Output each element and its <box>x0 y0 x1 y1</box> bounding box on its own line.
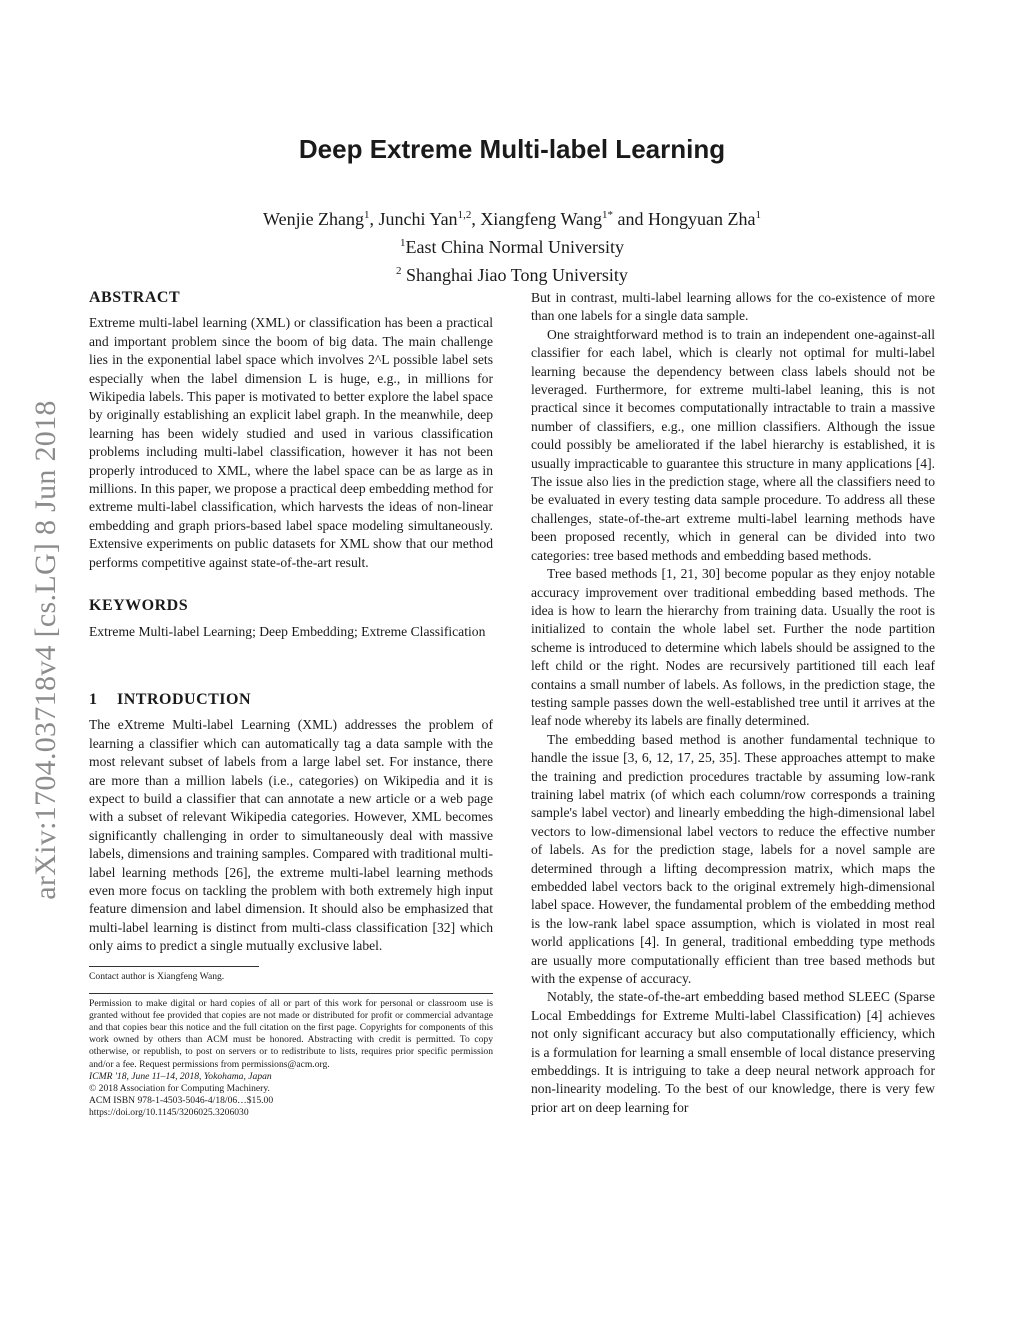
author-name: and Hongyuan Zha <box>613 209 756 229</box>
right-column <box>531 289 935 1117</box>
body-paragraph: One straightforward method is to train an independent one-against-all classifier for each label, which is clearly not optimal for multi-label learning because the dependency between class labels should not be leveraged. Furthermore, for extreme multi-label leaning, this is not practical since it becomes computationally intractable to train a massive number of classifiers, e.g., one million classifiers. Although the issue could possibly be ameliorated if the label hierarchy is established, it is usually impracticable to guarantee this structure in many applications [4]. The issue also lies in the prediction stage, where all the classifiers need to be evaluated in every testing data sample procedure. To address all these challenges, state-of-the-art extreme multi-label learning methods have been proposed recently, which in general can be divided into two categories: tree based methods and embedding based methods. <box>531 326 935 563</box>
author-affiliation-mark: 1* <box>602 209 613 221</box>
author-name: , Junchi Yan <box>369 209 458 229</box>
copyright-line: © 2018 Association for Computing Machinery. <box>89 1083 270 1095</box>
author-block <box>0 203 1024 287</box>
abstract-heading: ABSTRACT <box>89 289 181 306</box>
section-title: INTRODUCTION <box>117 690 252 708</box>
permission-notice <box>89 993 493 1071</box>
introduction-heading <box>89 691 493 709</box>
arxiv-identifier-text: arXiv:1704.03718v4 [cs.LG] 8 Jun 2018 <box>29 400 62 900</box>
author-affiliation-mark: 1 <box>755 209 761 221</box>
author-name: , Xiangfeng Wang <box>471 209 602 229</box>
affiliation-2: $^2$ Shanghai Jiao Tong University <box>396 265 628 285</box>
body-paragraph: But in contrast, multi-label learning allows for the co-existence of more than one labels for a single data sample. <box>531 290 935 324</box>
contact-footnote: Contact author is Xiangfeng Wang. <box>89 966 259 983</box>
permission-text: Permission to make digital or hard copies of all or part of this work for personal or classroom use is granted without fee provided that copies are not made or distributed for profit or commercial advantage and that copies bear this notice and the full citation on the first page. Copyrights for components of this work owned by others than ACM must be honored. Abstracting with credit is permitted. To copy otherwise, or republish, to post on servers or to redistribute to lists, requires prior specific permission and/or a fee. Request permissions from permissions@acm.org. <box>89 997 493 1070</box>
introduction-paragraph: The eXtreme Multi-label Learning (XML) addresses the problem of learning a classifier which can automatically tag a data sample with the most relevant subset of labels from a large label set. For instance, there are more than a million labels (i.e., categories) on Wikipedia and it is expect to build a classifier that can annotate a new article or a web page with a subset of relevant Wikipedia categories. However, XML becomes significantly challenging in order to simultaneously deal with massive labels, dimensions and training samples. Compared with traditional multi-label learning methods [26], the extreme multi-label learning methods even more focus on tackling the problem with both extremely high input feature dimension and label dimension. It should also be emphasized that multi-label learning is distinct from multi-class classification [32] which only aims to predict a single mutually exclusive label. <box>89 717 493 954</box>
isbn-line: ACM ISBN 978-1-4503-5046-4/18/06…$15.00 <box>89 1095 274 1107</box>
section-number: 1 <box>89 690 98 708</box>
affiliation-1: $^1$East China Normal University <box>400 237 624 257</box>
paper-title: Deep Extreme Multi-label Learning <box>298 134 726 164</box>
keywords-heading: KEYWORDS <box>89 597 189 615</box>
keywords-text: Extreme Multi-label Learning; Deep Embedding; Extreme Classification <box>89 623 486 639</box>
body-paragraph: The embedding based method is another fundamental technique to handle the issue [3, 6, 12, 17, 25, 35]. These approaches attempt to make the training and prediction procedures tractable by assuming low-rank training label matrix (of which each column/row corresponds a training sample's label vector) and linearly embedding the high-dimensional label vectors to low-dimensional label vectors to reduce the effective number of labels. As for the prediction stage, labels for a novel sample are determined through a lifting decompression matrix, which maps the embedded label vectors back to the original extremely high-dimensional label space. However, the fundamental problem of the embedding method is the low-rank label space assumption, which is violated in most real world applications [4]. In general, traditional embedding type methods are usually more computationally efficient than tree based methods but with the expense of accuracy. <box>531 731 935 987</box>
author-affiliation-mark: 1,2 <box>457 209 472 221</box>
conference-line: ICMR '18, June 11–14, 2018, Yokohama, Japan <box>89 1070 272 1082</box>
left-column <box>89 289 493 1120</box>
abstract-text: Extreme multi-label learning (XML) or classification has been a practical and important problem since the boom of big data. The main challenge lies in the exponential label space which involves 2^L possible label sets especially when the label dimension L is huge, e.g., in millions for Wikipedia labels. This paper is motivated to better explore the label space by originally establishing an explicit label graph. In the meanwhile, deep learning has been widely studied and used in various classification problems including multi-label classification, however it has not been properly introduced to XML, where the label space can be as large as in millions. In this paper, we propose a practical deep embedding method for extreme multi-label classification, which harvests the ideas of non-linear embedding and graph priors-based label space modeling simultaneously. Extensive experiments on public datasets for XML show that our method performs competitive against state-of-the-art result. <box>89 315 493 570</box>
doi-link[interactable]: https://doi.org/10.1145/3206025.3206030 <box>89 1107 249 1119</box>
author-name: Wenjie Zhang <box>263 209 365 229</box>
publication-info <box>89 1071 493 1120</box>
arxiv-identifier-stamp <box>18 365 74 935</box>
author-affiliation-mark: 1 <box>364 209 370 221</box>
body-paragraph: Notably, the state-of-the-art embedding based method SLEEC (Sparse Local Embeddings for Extreme Multi-label Classification) [4] achieves not only significant accuracy but also computationally efficiency, which is a formulation for learning a small ensemble of local distance preserving embeddings. It is intriguing to take a deep neural network approach for non-linearity modeling. To the best of our knowledge, there is very few prior art on deep learning for <box>531 989 935 1115</box>
author-list <box>0 203 1024 231</box>
body-paragraph: Tree based methods [1, 21, 30] become popular as they enjoy notable accuracy improvement over traditional embedding based methods. The idea is how to learn the hierarchy from training data. Usually the root is initialized to contain the whole label set. Further the node partition scheme is introduced to determine which labels should be assigned to the left child or the right. Nodes are recursively partitioned till each leaf contains a small number of labels. As follows, in the prediction stage, the testing sample passes down the well-established tree until it arrives at the leaf node whereby its labels are finally determined. <box>531 566 935 729</box>
